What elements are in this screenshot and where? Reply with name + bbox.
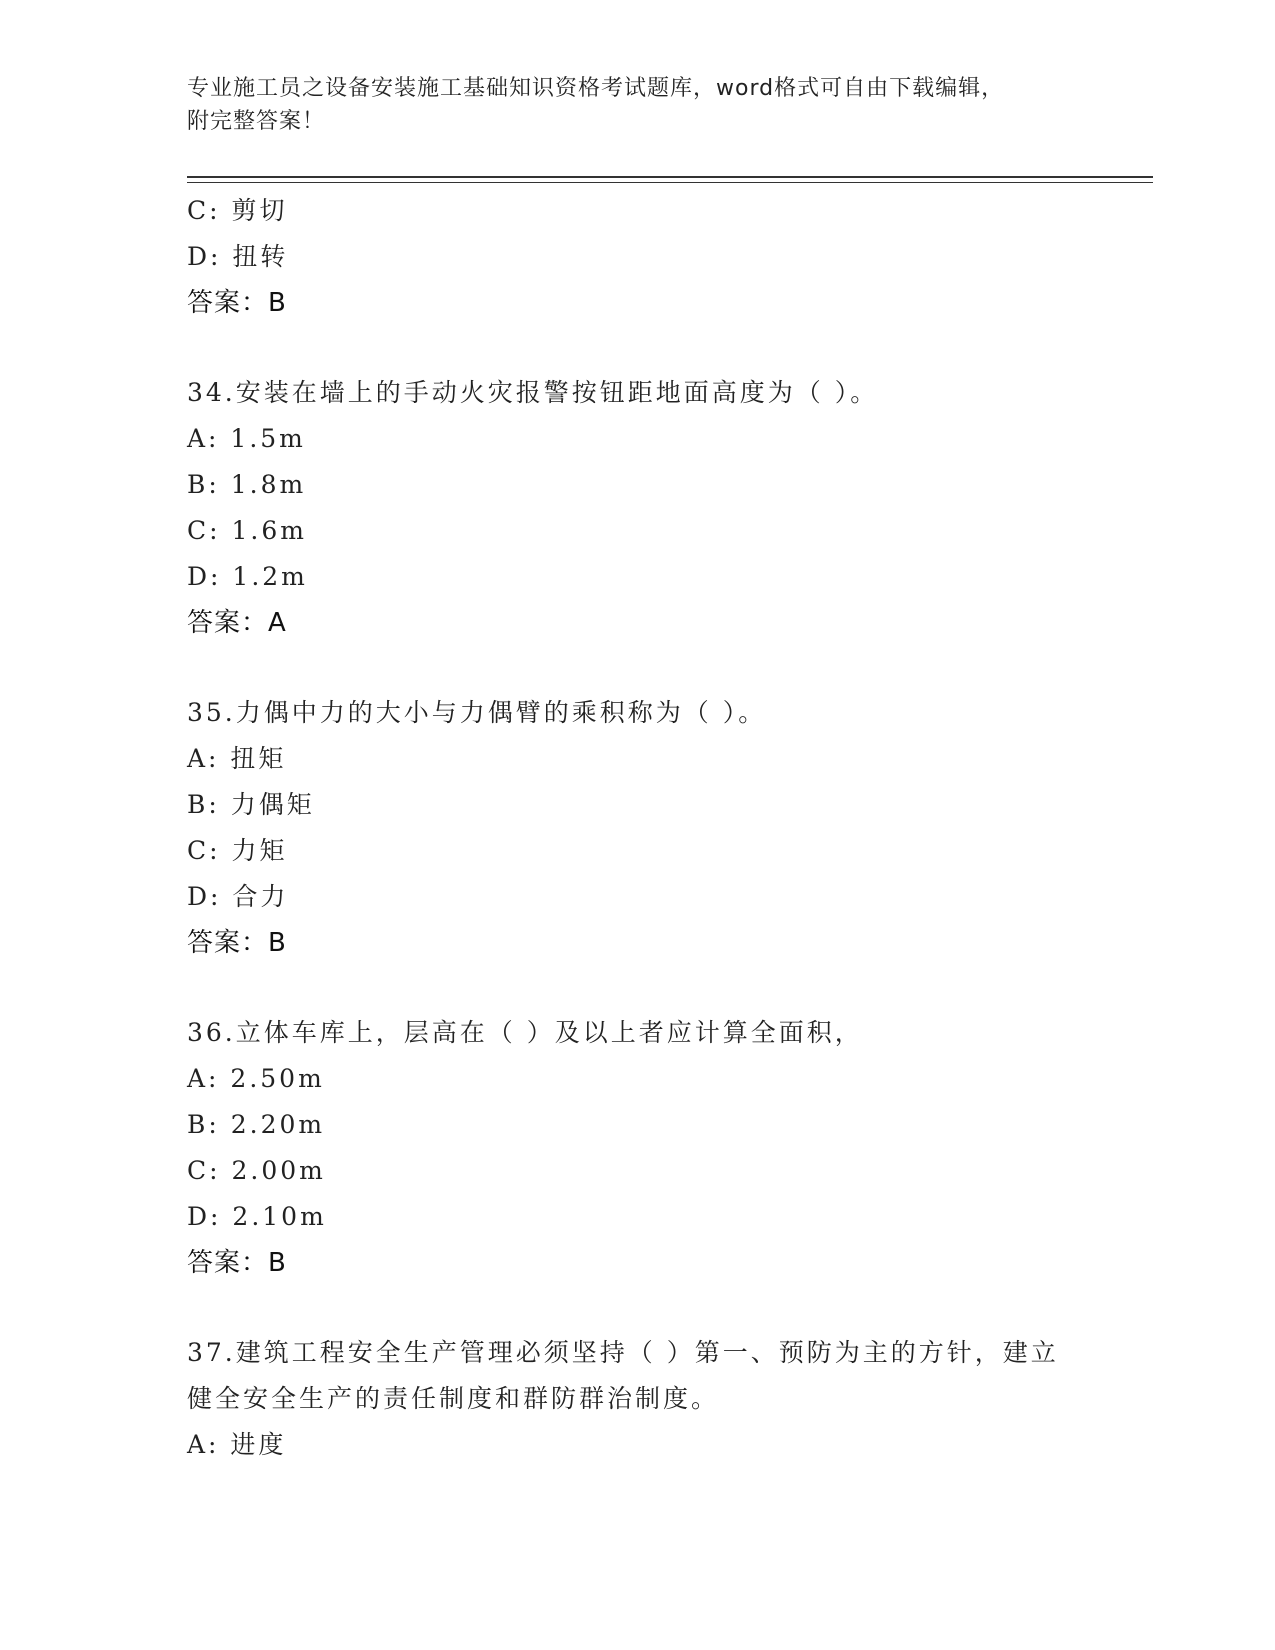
option-b: B: 2.20m [187,1110,326,1139]
option-d: D: 合力 [187,882,289,911]
spacer [187,646,1107,690]
option-d: D: 扭转 [187,242,289,271]
header-title-line-2: 附完整答案！ [187,109,326,134]
answer-text: 答案：B [187,288,287,318]
question-stem: 37.建筑工程安全生产管理必须坚持（ ）第一、预防为主的方针，建立健全安全生产的责任制度和群防群治制度。 [187,1338,1059,1413]
question-stem: 35.力偶中力的大小与力偶臂的乘积称为（ ）。 [187,698,767,727]
spacer [187,326,1107,370]
question-block-36 [187,1010,1107,1286]
question-block-37 [187,1330,1107,1468]
question-block-35 [187,690,1107,966]
spacer [187,1286,1107,1330]
option-b: B: 1.8m [187,470,307,499]
option-a: A: 2.50m [187,1064,325,1093]
question-block-33 [187,188,1107,326]
option-a: A: 扭矩 [187,744,287,773]
option-d: D: 2.10m [187,1202,327,1231]
header-divider-thick [187,176,1153,178]
header-divider-thin [187,182,1153,183]
question-block-34 [187,370,1107,646]
option-b: B: 力偶矩 [187,790,315,819]
option-c: C: 2.00m [187,1156,326,1185]
question-stem: 34.安装在墙上的手动火灾报警按钮距地面高度为（ ）。 [187,378,879,407]
option-d: D: 1.2m [187,562,308,591]
document-header [187,72,1067,138]
option-c: C: 剪切 [187,196,288,225]
option-a: A: 进度 [187,1430,287,1459]
question-list [187,188,1107,1468]
question-stem: 36.立体车库上，层高在（ ）及以上者应计算全面积， [187,1018,863,1047]
option-c: C: 1.6m [187,516,307,545]
option-c: C: 力矩 [187,836,288,865]
header-title-line-1: 专业施工员之设备安装施工基础知识资格考试题库，word格式可自由下载编辑， [187,76,1005,101]
spacer [187,966,1107,1010]
option-a: A: 1.5m [187,424,306,453]
answer-text: 答案：B [187,1248,287,1278]
answer-text: 答案：A [187,608,287,638]
answer-text: 答案：B [187,928,287,958]
